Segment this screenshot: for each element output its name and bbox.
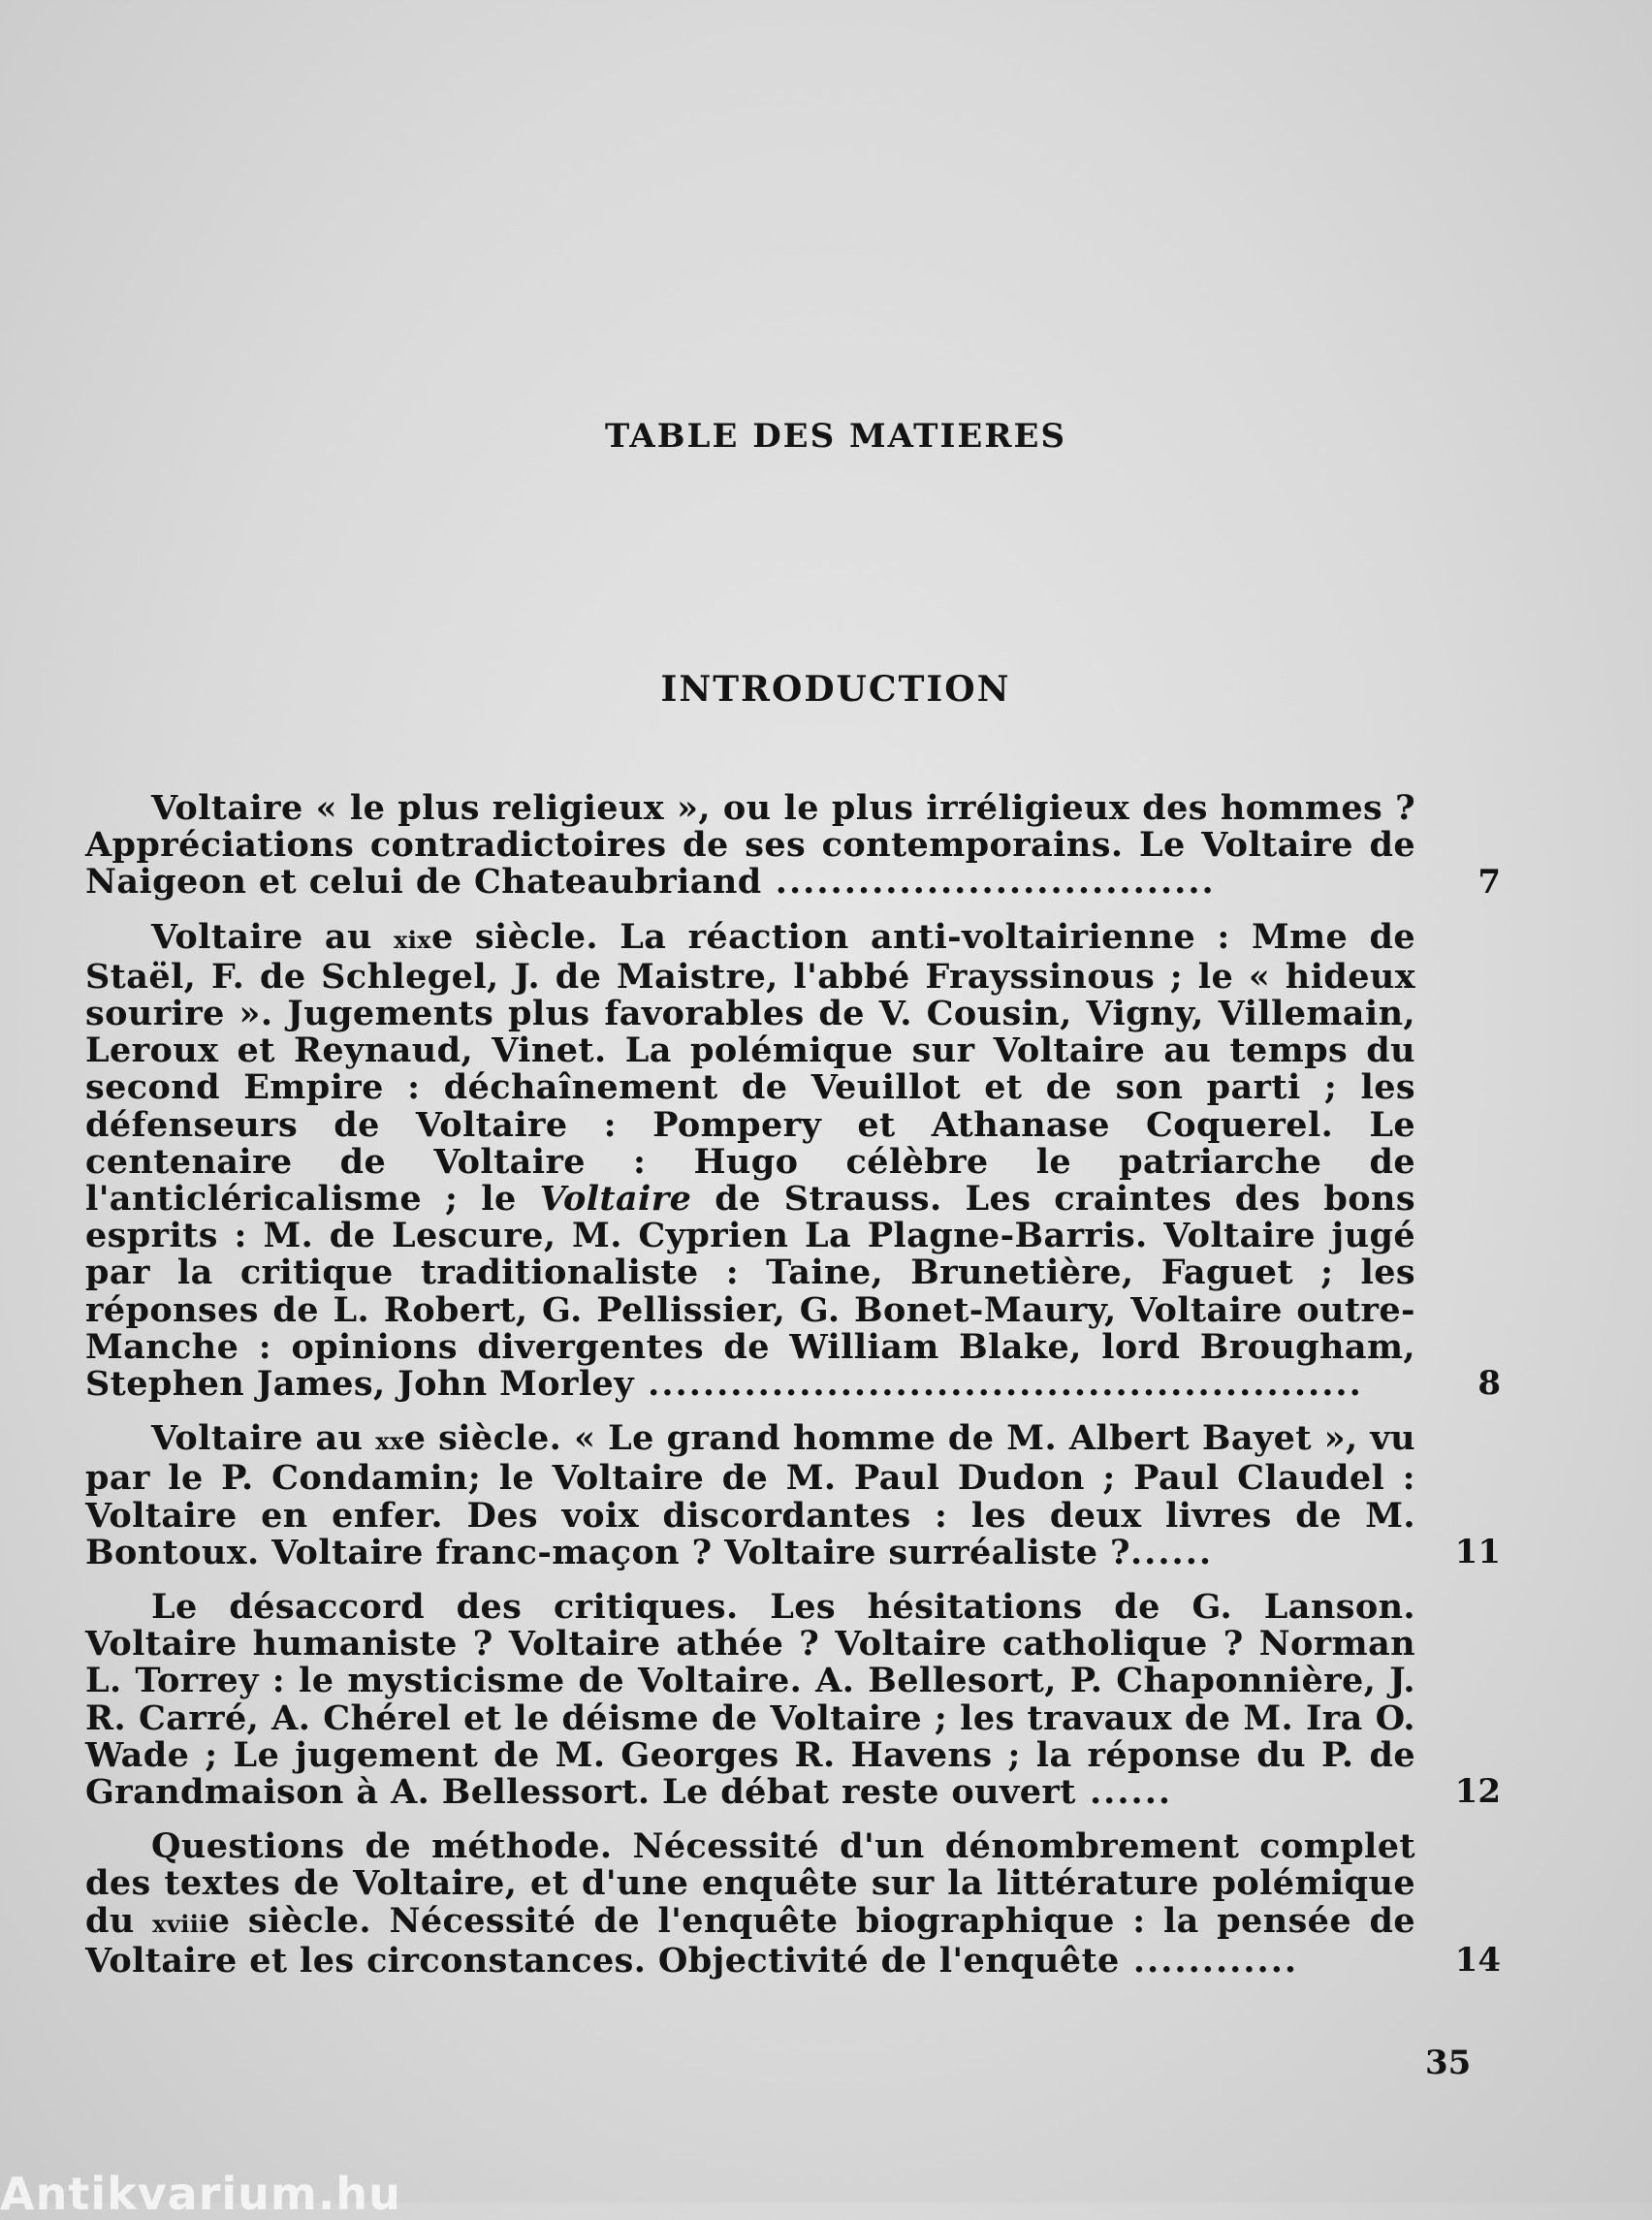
toc-entry [85, 916, 1501, 1405]
section-title: INTRODUCTION [660, 669, 1011, 710]
toc-entry-text [85, 1828, 1415, 1980]
dot-leader: ............ [1119, 1940, 1299, 1981]
toc-entry [85, 790, 1501, 902]
toc-entry-body: de Strauss. Les craintes des bons esprits : M. de Lescure, M. Cyprien La Plagne-Barris. Voltaire jugé par la critique traditionaliste : Taine, Brunetière, Faguet ; les réponses de L. Robert, G. Pellissier, G. Bonet-Maury, Voltaire outre-Manche : opinions divergentes de William Blake, lord Brougham, Stephen James, John Morley [85, 1179, 1415, 1405]
toc-page-number: 8 [1477, 1364, 1501, 1404]
toc-entry [85, 1589, 1501, 1811]
toc-entry-text [85, 790, 1415, 902]
toc-entry-body: Le désaccord des critiques. Les hésitations de G. Lanson. Voltaire humaniste ? Voltaire athée ? Voltaire catholique ? Norman L. Torrey : le mysticisme de Voltaire. A. Bellesort, P. Chaponnière, J. R. Carré, A. Chérel et le déisme de Voltaire ; les travaux de M. Ira O. Wade ; Le jugement de M. Georges R. Havens ; la réponse du P. de Grandmaison à A. Bellessort. Le débat reste ouvert [85, 1587, 1415, 1813]
toc-entry-body: Questions de méthode. Nécessité d'un dénombrement complet des textes de Voltaire, et d'une enquête sur la littérature polémique du [85, 1826, 1415, 1941]
toc-page-number: 7 [1477, 862, 1501, 902]
small-caps-century: xix [394, 925, 431, 954]
toc-entry-text [85, 916, 1416, 1405]
toc-entry [85, 1828, 1501, 1980]
toc-entry-body: Voltaire au [151, 1418, 376, 1459]
watermark-text: Antikvarium.hu [0, 2168, 401, 2220]
dot-leader: ................................ [761, 862, 1216, 903]
toc-entry-body: e siècle. « Le grand homme de M. Albert Bayet », vu par le P. Condamin; le Voltaire de M. Paul Dudon ; Paul Claudel : Voltaire en enfer. Des voix discordantes : les deux livres de M. Bontoux. Voltaire franc-maçon ? Voltaire surréaliste ? [85, 1418, 1415, 1572]
toc-entry-text [85, 1589, 1415, 1811]
page-title: TABLE DES MATIERES [604, 417, 1066, 456]
italic-title: Voltaire [539, 1179, 692, 1220]
toc-entry-text [85, 1420, 1415, 1571]
toc-entry [85, 1420, 1501, 1571]
small-caps-century: xx [375, 1427, 404, 1456]
toc-page-number: 14 [1454, 1941, 1501, 1981]
toc-page-number: 12 [1454, 1772, 1501, 1812]
toc-entry-body: Voltaire au [151, 916, 395, 957]
toc-page-number: 11 [1454, 1533, 1501, 1572]
small-caps-century: xviii [152, 1909, 208, 1938]
page-folio-number: 35 [1425, 2044, 1472, 2082]
toc-entry-body: e siècle. Nécessité de l'enquête biographique : la pensée de Voltaire et les circonstances. Objectivité de l'enquête [85, 1900, 1415, 1981]
toc-entry-body: e siècle. La réaction anti-voltairienne : Mme de Staël, F. de Schlegel, J. de Maistre, l'abbé Frayssinous ; le « hideux sourire ». Jugements plus favorables de V. Cousin, Vigny, Villemain, Leroux et Reynaud, Vinet. La polémique sur Voltaire au temps du second Empire : déchaînement de Veuillot et de son parti ; les défenseurs de Voltaire : Pompery et Athanase Coquerel. Le centenaire de Voltaire : Hugo célèbre le patriarche de l'anticléricalisme ; le [85, 916, 1416, 1220]
toc-entry-body: Voltaire « le plus religieux », ou le plus irréligieux des hommes ? Appréciations contradictoires de ses contemporains. Le Voltaire de Naigeon et celui de Chateaubriand [85, 788, 1415, 903]
dot-leader: ...... [1129, 1532, 1214, 1572]
table-of-contents [85, 790, 1501, 1997]
dot-leader: .................................................... [633, 1364, 1363, 1405]
dot-leader: ...... [1075, 1772, 1173, 1813]
